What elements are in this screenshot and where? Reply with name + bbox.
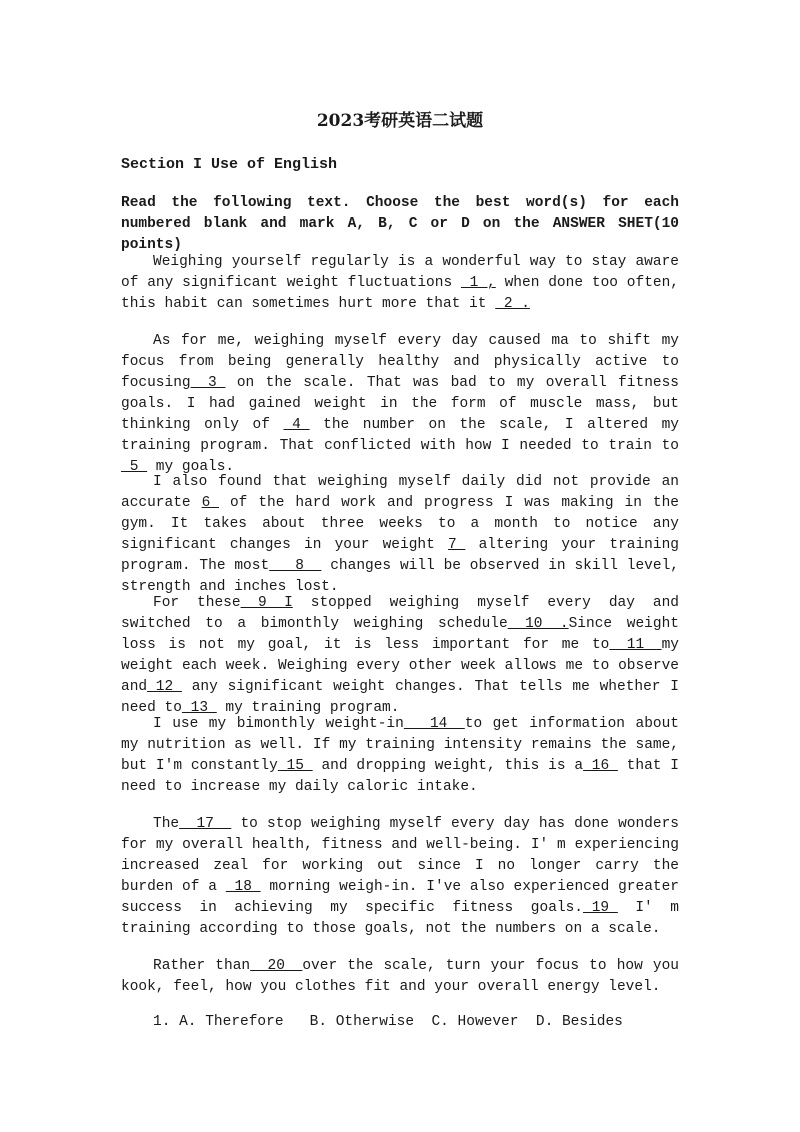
numbered-blank: 6 [201,495,219,511]
numbered-blank: 11 [609,637,662,653]
paragraph-6 [121,814,679,940]
numbered-blank: 1 , [460,275,496,291]
numbered-blank: 13 [181,700,217,716]
paragraph-5 [121,714,679,798]
section-heading: Section I Use of English [121,156,338,173]
paragraph-4 [121,593,679,719]
paragraph-7 [121,956,679,998]
question-1-options: 1. A. Therefore B. Otherwise C. However D. Besides [153,1014,623,1030]
numbered-blank: 16 [583,758,618,774]
numbered-blank: 5 [121,459,148,475]
paragraph-text: For these 9 I stopped weighing myself every day and switched to a bimonthly weighing schedule 10 .Since weight loss is not my goal, it is less important for me to 11 my weight each week. Weighing every other week allows me to observe and 12 any significant weight changes. That tells me whether I need to 13 my training program. [121,595,679,716]
instructions: Read the following text. Choose the best word(s) for each numbered blank and mark A, B, C or D on the ANSWER SHET(10 points) [121,195,679,253]
numbered-blank: 18 [225,879,261,895]
numbered-blank: 7 [447,537,466,553]
numbered-blank: 15 [277,758,313,774]
numbered-blank: 8 [269,558,322,574]
numbered-blank: 2 . [495,296,530,312]
numbered-blank: 20 [250,958,303,974]
numbered-blank: 12 [147,679,182,695]
numbered-blank: 10 . [507,616,569,632]
paragraph-text: The 17 to stop weighing myself every day has done wonders for my overall health, fitness and well-being. I' m experiencing increased zeal for working out since I no longer carry the burden of a 18 morning weigh-in. I've also experienced greater success in achieving my specific fitness goals. 19 I' m training according to those goals, not the numbers on a scale. [121,816,680,937]
paragraph-2 [121,331,679,478]
paragraph-1 [121,252,679,315]
numbered-blank: 19 [583,900,618,916]
numbered-blank: 3 [190,375,226,391]
paragraph-text: As for me, weighing myself every day caused ma to shift my focus from being generally healthy and physically active to focusing 3 on the scale. That was bad to my overall fitness goals. I had gained weight in the form of muscle mass, but thinking only of 4 the number on the scale, I altered my training program. That conflicted with how I needed to train to 5 my goals. [121,333,679,475]
paragraph-text: I use my bimonthly weight-in 14 to get information about my nutrition as well. If my training intensity remains the same, but I'm constantly 15 and dropping weight, this is a 16 that I need to increase my daily caloric intake. [121,716,679,795]
numbered-blank: 9 I [240,595,293,611]
paragraph-text: Rather than 20 over the scale, turn your focus to how you kook, feel, how you clothes fit and your overall energy level. [121,958,679,995]
numbered-blank: 14 [403,716,465,732]
paragraph-3 [121,472,679,598]
page-title: 2023考研英语二试题 [316,111,484,131]
numbered-blank: 17 [179,816,232,832]
paragraph-text: I also found that weighing myself daily did not provide an accurate 6 of the hard work and progress I was making in the gym. It takes about three weeks to a month to notice any significant changes in your weight 7 altering your training program. The most 8 changes will be observed in skill level, strength and inches lost. [121,474,679,595]
paragraph-text: Weighing yourself regularly is a wonderful way to stay aware of any significant weight fluctuations 1 , when done too often, this habit can sometimes hurt more that it 2 . [121,254,679,312]
numbered-blank: 4 [283,417,310,433]
